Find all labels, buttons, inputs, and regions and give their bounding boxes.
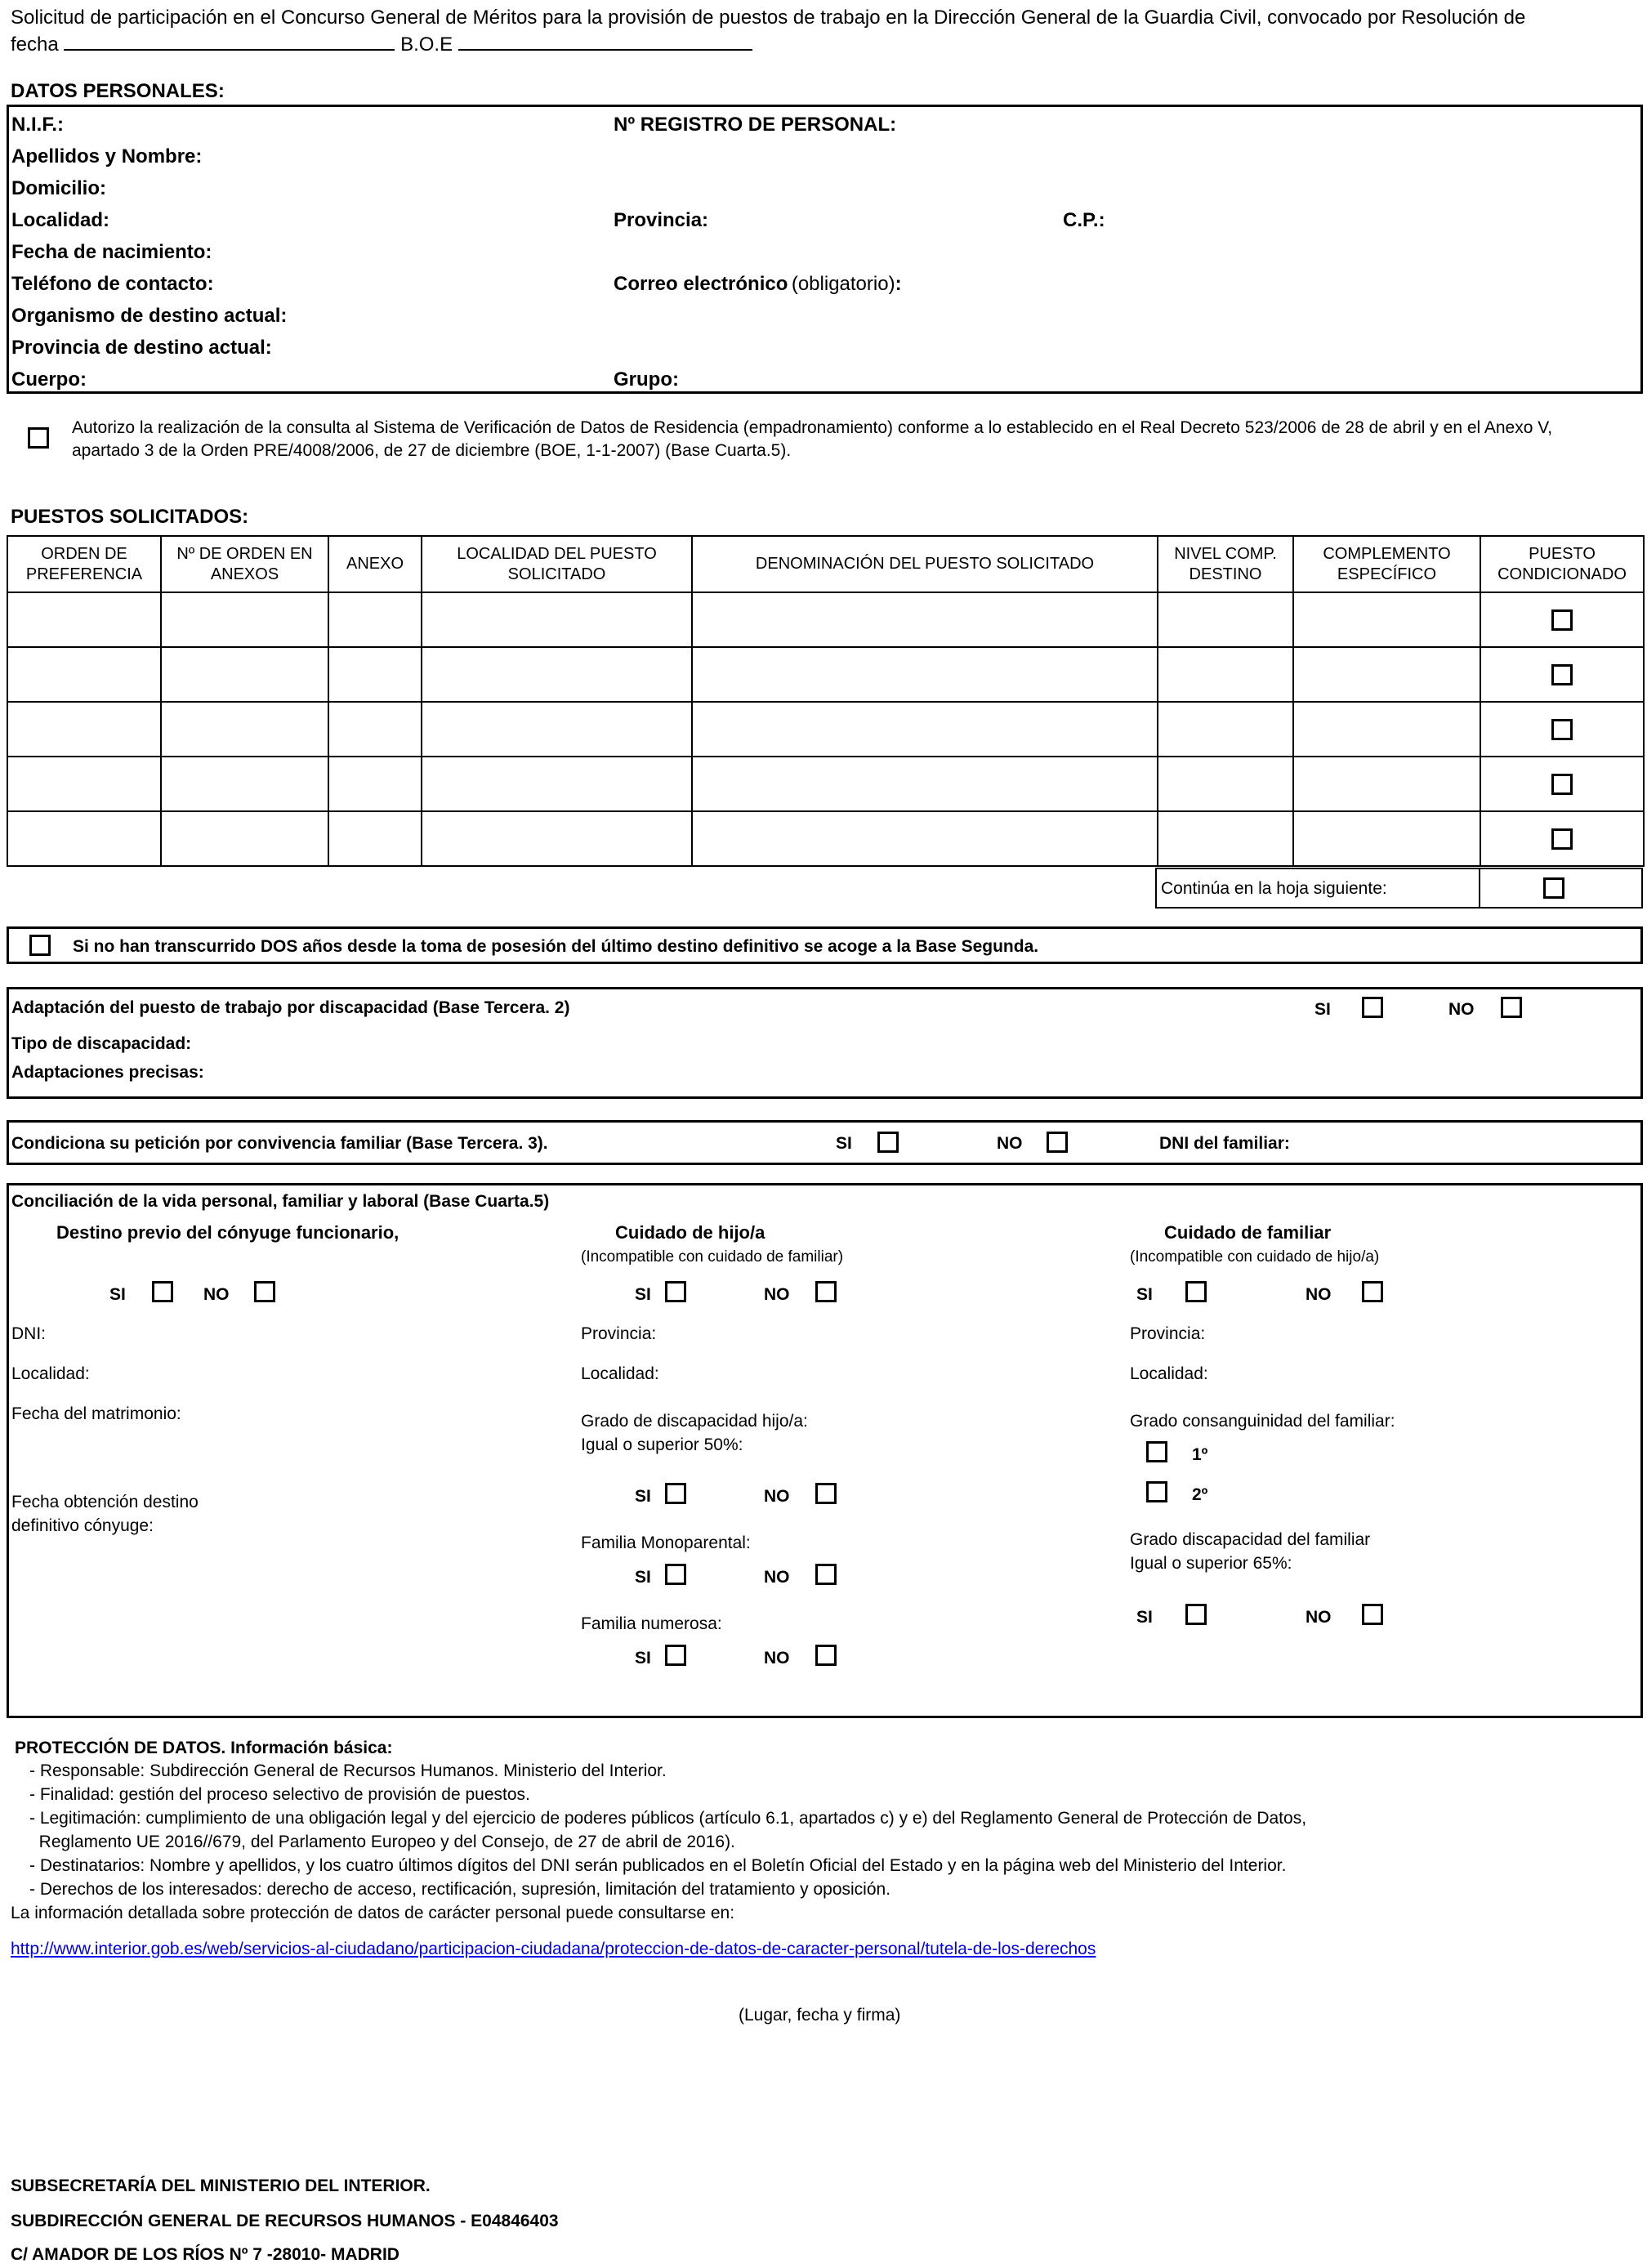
localidad-label: Localidad: — [11, 209, 110, 231]
hijo-grado-si-checkbox[interactable] — [665, 1483, 686, 1504]
familiar-subtitle: (Incompatible con cuidado de hijo/a) — [1130, 1248, 1380, 1266]
cell-anexo[interactable] — [328, 757, 422, 811]
cell-localidad[interactable] — [422, 757, 692, 811]
col-complemento: COMPLEMENTO ESPECÍFICO — [1293, 536, 1480, 592]
cell-nivel[interactable] — [1158, 647, 1293, 702]
hijo-grado-si-label: SI — [635, 1487, 651, 1506]
familiar-grado-si-label: SI — [1136, 1608, 1153, 1627]
proteccion-info: La información detallada sobre protección de datos de carácter personal puede consultarse en: — [11, 1904, 735, 1922]
correo-text: Correo electrónico — [614, 273, 788, 295]
proteccion-item: - Destinatarios: Nombre y apellidos, y los cuatro últimos dígitos del DNI serán publicados en el Boletín Oficial del Estado y en la página web del Ministerio del Interior. — [29, 1856, 1287, 1875]
domicilio-label: Domicilio: — [11, 177, 107, 199]
familiar-si-label: SI — [1136, 1285, 1153, 1304]
puestos-table — [7, 535, 1645, 867]
tipo-discapacidad-label: Tipo de discapacidad: — [11, 1034, 192, 1053]
conciliacion-box — [7, 1183, 1643, 1718]
convivencia-si-checkbox[interactable] — [877, 1132, 899, 1153]
datos-personales-title: DATOS PERSONALES: — [11, 80, 225, 102]
autorizo-text-1: Autorizo la realización de la consulta al Sistema de Verificación de Datos de Residencia (empadronamiento) conforme a lo establecido en el Real Decreto 523/2006 de 28 de abril y en el Anexo V, — [72, 418, 1553, 437]
cell-orden[interactable] — [7, 757, 161, 811]
cuerpo-label: Cuerpo: — [11, 368, 87, 391]
fecha-nacimiento-label: Fecha de nacimiento: — [11, 241, 212, 263]
cell-condicionado — [1480, 702, 1644, 757]
boe-field[interactable] — [458, 31, 752, 51]
conyuge-no-label: NO — [203, 1285, 230, 1304]
cell-anexo[interactable] — [328, 647, 422, 702]
table-row — [7, 757, 1644, 811]
condicionado-checkbox[interactable] — [1551, 719, 1573, 740]
hijo-si-checkbox[interactable] — [665, 1281, 686, 1302]
fecha-label: fecha — [11, 33, 59, 56]
monoparental-si-checkbox[interactable] — [665, 1564, 686, 1585]
cell-orden[interactable] — [7, 592, 161, 647]
fecha-obtencion-label-2: definitivo cónyuge: — [11, 1516, 154, 1535]
datos-personales-box — [7, 105, 1643, 394]
proteccion-title: PROTECCIÓN DE DATOS. Información básica: — [15, 1739, 393, 1757]
correo-label — [614, 273, 902, 296]
cell-num-orden[interactable] — [161, 592, 328, 647]
provincia-label: Provincia: — [614, 209, 709, 231]
convivencia-no-label: NO — [997, 1134, 1023, 1153]
cell-num-orden[interactable] — [161, 702, 328, 757]
cell-localidad[interactable] — [422, 702, 692, 757]
col-denominacion: DENOMINACIÓN DEL PUESTO SOLICITADO — [692, 536, 1158, 592]
puestos-title: PUESTOS SOLICITADOS: — [11, 506, 249, 528]
segundo-grado-checkbox[interactable] — [1146, 1481, 1167, 1502]
apellidos-label: Apellidos y Nombre: — [11, 145, 203, 167]
telefono-label: Teléfono de contacto: — [11, 273, 214, 295]
table-row — [7, 592, 1644, 647]
cell-denominacion[interactable] — [692, 592, 1158, 647]
familiar-no-label: NO — [1306, 1285, 1332, 1304]
autorizo-text-2: apartado 3 de la Orden PRE/4008/2006, de 27 de diciembre (BOE, 1-1-2007) (Base Cuarta.5). — [72, 441, 792, 460]
cell-nivel[interactable] — [1158, 811, 1293, 866]
numerosa-label: Familia numerosa: — [581, 1614, 722, 1633]
cell-localidad[interactable] — [422, 592, 692, 647]
header-line-2 — [11, 31, 752, 56]
hijo-grado-label-2: Igual o superior 50%: — [581, 1435, 743, 1454]
continua-box — [1155, 868, 1643, 909]
cell-localidad[interactable] — [422, 647, 692, 702]
hijo-si-label: SI — [635, 1285, 651, 1304]
familiar-grado-si-checkbox[interactable] — [1185, 1604, 1207, 1625]
footer-line-1: SUBSECRETARÍA DEL MINISTERIO DEL INTERIOR. — [11, 2176, 431, 2195]
cell-complemento[interactable] — [1293, 811, 1480, 866]
dni-familiar-label: DNI del familiar: — [1159, 1134, 1290, 1153]
familiar-grado-label-1: Grado discapacidad del familiar — [1130, 1530, 1371, 1549]
provincia-destino-label: Provincia de destino actual: — [11, 337, 272, 359]
consanguinidad-label: Grado consanguinidad del familiar: — [1130, 1412, 1395, 1431]
numerosa-si-label: SI — [635, 1649, 651, 1668]
condicionado-checkbox[interactable] — [1551, 828, 1573, 850]
conciliacion-title: Conciliación de la vida personal, familiar y laboral (Base Cuarta.5) — [11, 1192, 550, 1211]
cell-condicionado — [1480, 647, 1644, 702]
fecha-matrimonio-label: Fecha del matrimonio: — [11, 1404, 181, 1423]
conyuge-localidad-label: Localidad: — [11, 1364, 90, 1383]
col-orden-preferencia: ORDEN DE PREFERENCIA — [7, 536, 161, 592]
convivencia-si-label: SI — [836, 1134, 852, 1153]
cell-num-orden[interactable] — [161, 647, 328, 702]
cell-nivel[interactable] — [1158, 592, 1293, 647]
condicionado-checkbox[interactable] — [1551, 774, 1573, 795]
adaptacion-box — [7, 987, 1643, 1099]
familiar-si-checkbox[interactable] — [1185, 1281, 1207, 1302]
cell-nivel[interactable] — [1158, 757, 1293, 811]
conyuge-si-checkbox[interactable] — [152, 1281, 173, 1302]
convivencia-title: Condiciona su petición por convivencia familiar (Base Tercera. 3). — [11, 1134, 548, 1153]
footer-line-3: C/ AMADOR DE LOS RÍOS Nº 7 -28010- MADRID — [11, 2245, 399, 2264]
cell-denominacion[interactable] — [692, 647, 1158, 702]
grupo-label: Grupo: — [614, 368, 679, 391]
table-row — [7, 811, 1644, 866]
condicionado-checkbox[interactable] — [1551, 609, 1573, 631]
cell-condicionado — [1480, 811, 1644, 866]
cell-denominacion[interactable] — [692, 757, 1158, 811]
numerosa-no-checkbox[interactable] — [815, 1645, 837, 1666]
cell-orden[interactable] — [7, 702, 161, 757]
continua-label: Continúa en la hoja siguiente: — [1161, 879, 1387, 898]
cell-complemento[interactable] — [1293, 702, 1480, 757]
condicionado-checkbox[interactable] — [1551, 664, 1573, 685]
col-anexo: ANEXO — [328, 536, 422, 592]
organismo-label: Organismo de destino actual: — [11, 305, 288, 327]
numerosa-no-label: NO — [764, 1649, 790, 1668]
segundo-grado-label: 2º — [1192, 1485, 1208, 1504]
table-row — [7, 647, 1644, 702]
hijo-title: Cuidado de hijo/a — [615, 1222, 765, 1243]
cell-orden[interactable] — [7, 811, 161, 866]
familiar-grado-label-2: Igual o superior 65%: — [1130, 1554, 1292, 1573]
footer-line-2: SUBDIRECCIÓN GENERAL DE RECURSOS HUMANOS - E04846403 — [11, 2212, 559, 2230]
familiar-provincia-label: Provincia: — [1130, 1324, 1206, 1343]
proteccion-item: - Finalidad: gestión del proceso selectivo de provisión de puestos. — [29, 1785, 530, 1804]
cell-complemento[interactable] — [1293, 647, 1480, 702]
cell-num-orden[interactable] — [161, 811, 328, 866]
cell-complemento[interactable] — [1293, 592, 1480, 647]
conyuge-si-label: SI — [109, 1285, 126, 1304]
col-condicionado: PUESTO CONDICIONADO — [1480, 536, 1644, 592]
proteccion-item: Reglamento UE 2016//679, del Parlamento Europeo y del Consejo, de 27 de abril de 2016). — [29, 1833, 735, 1851]
adaptacion-si-checkbox[interactable] — [1362, 997, 1383, 1018]
monoparental-label: Familia Monoparental: — [581, 1534, 751, 1552]
hijo-grado-label-1: Grado de discapacidad hijo/a: — [581, 1412, 808, 1431]
continua-checkbox[interactable] — [1543, 877, 1564, 899]
adaptacion-si-label: SI — [1314, 1000, 1331, 1019]
hijo-grado-no-label: NO — [764, 1487, 790, 1506]
monoparental-no-label: NO — [764, 1568, 790, 1587]
col-nivel: NIVEL COMP. DESTINO — [1158, 536, 1293, 592]
cell-num-orden[interactable] — [161, 757, 328, 811]
hijo-grado-no-checkbox[interactable] — [815, 1483, 837, 1504]
cell-localidad[interactable] — [422, 811, 692, 866]
cell-complemento[interactable] — [1293, 757, 1480, 811]
fecha-obtencion-label-1: Fecha obtención destino — [11, 1493, 199, 1511]
primer-grado-label: 1º — [1192, 1445, 1208, 1464]
continua-divider — [1479, 869, 1480, 907]
cell-anexo[interactable] — [328, 702, 422, 757]
registro-label: Nº REGISTRO DE PERSONAL: — [614, 114, 897, 136]
proteccion-item: - Responsable: Subdirección General de Recursos Humanos. Ministerio del Interior. — [29, 1761, 667, 1780]
familiar-grado-no-label: NO — [1306, 1608, 1332, 1627]
proteccion-item: - Derechos de los interesados: derecho de acceso, rectificación, supresión, limitación del tratamiento y oposición. — [29, 1880, 891, 1899]
hijo-no-checkbox[interactable] — [815, 1281, 837, 1302]
cp-label: C.P.: — [1063, 209, 1105, 231]
cell-denominacion[interactable] — [692, 702, 1158, 757]
cell-nivel[interactable] — [1158, 702, 1293, 757]
hijo-localidad-label: Localidad: — [581, 1364, 659, 1383]
boe-label: B.O.E — [400, 33, 453, 56]
familiar-title: Cuidado de familiar — [1164, 1222, 1332, 1243]
adaptaciones-label: Adaptaciones precisas: — [11, 1063, 204, 1082]
fecha-field[interactable] — [64, 31, 395, 51]
autorizo-checkbox[interactable] — [28, 427, 49, 449]
hijo-no-label: NO — [764, 1285, 790, 1304]
correo-colon: : — [895, 273, 902, 295]
nif-label: N.I.F.: — [11, 114, 64, 136]
cell-denominacion[interactable] — [692, 811, 1158, 866]
convivencia-box — [7, 1120, 1643, 1165]
base-segunda-box — [7, 926, 1643, 964]
proteccion-link[interactable]: http://www.interior.gob.es/web/servicios-al-ciudadano/participacion-ciudadana/proteccion-de-datos-de-caracter-personal/tutela-de-los-derechos — [11, 1940, 1096, 1958]
familiar-grado-no-checkbox[interactable] — [1362, 1604, 1383, 1625]
base-segunda-checkbox[interactable] — [29, 935, 51, 956]
cell-anexo[interactable] — [328, 811, 422, 866]
adaptacion-no-label: NO — [1448, 1000, 1475, 1019]
monoparental-si-label: SI — [635, 1568, 651, 1587]
conyuge-dni-label: DNI: — [11, 1324, 46, 1343]
numerosa-si-checkbox[interactable] — [665, 1645, 686, 1666]
convivencia-no-checkbox[interactable] — [1047, 1132, 1068, 1153]
adaptacion-title: Adaptación del puesto de trabajo por discapacidad (Base Tercera. 2) — [11, 998, 570, 1017]
hijo-subtitle: (Incompatible con cuidado de familiar) — [581, 1248, 844, 1266]
correo-obligatorio: (obligatorio) — [791, 273, 895, 295]
col-localidad: LOCALIDAD DEL PUESTO SOLICITADO — [422, 536, 692, 592]
header-line-1: Solicitud de participación en el Concurso General de Méritos para la provisión de puestos de trabajo en la Dirección General de la Guardia Civil, convocado por Resolución de — [11, 7, 1526, 29]
primer-grado-checkbox[interactable] — [1146, 1441, 1167, 1462]
proteccion-item: - Legitimación: cumplimiento de una obligación legal y del ejercicio de poderes públicos (artículo 6.1, apartados c) y e) del Reglamento General de Protección de Datos, — [29, 1809, 1307, 1828]
conyuge-title: Destino previo del cónyuge funcionario, — [56, 1222, 399, 1243]
base-segunda-text: Si no han transcurrido DOS años desde la toma de posesión del último destino definitivo se acoge a la Base Segunda. — [73, 937, 1039, 956]
adaptacion-no-checkbox[interactable] — [1501, 997, 1522, 1018]
col-orden-anexos: Nº DE ORDEN EN ANEXOS — [161, 536, 328, 592]
cell-condicionado — [1480, 592, 1644, 647]
firma-label: (Lugar, fecha y firma) — [739, 2006, 901, 2025]
table-row — [7, 702, 1644, 757]
cell-orden[interactable] — [7, 647, 161, 702]
cell-anexo[interactable] — [328, 592, 422, 647]
conyuge-no-checkbox[interactable] — [254, 1281, 275, 1302]
hijo-provincia-label: Provincia: — [581, 1324, 657, 1343]
cell-condicionado — [1480, 757, 1644, 811]
monoparental-no-checkbox[interactable] — [815, 1564, 837, 1585]
familiar-no-checkbox[interactable] — [1362, 1281, 1383, 1302]
familiar-localidad-label: Localidad: — [1130, 1364, 1208, 1383]
